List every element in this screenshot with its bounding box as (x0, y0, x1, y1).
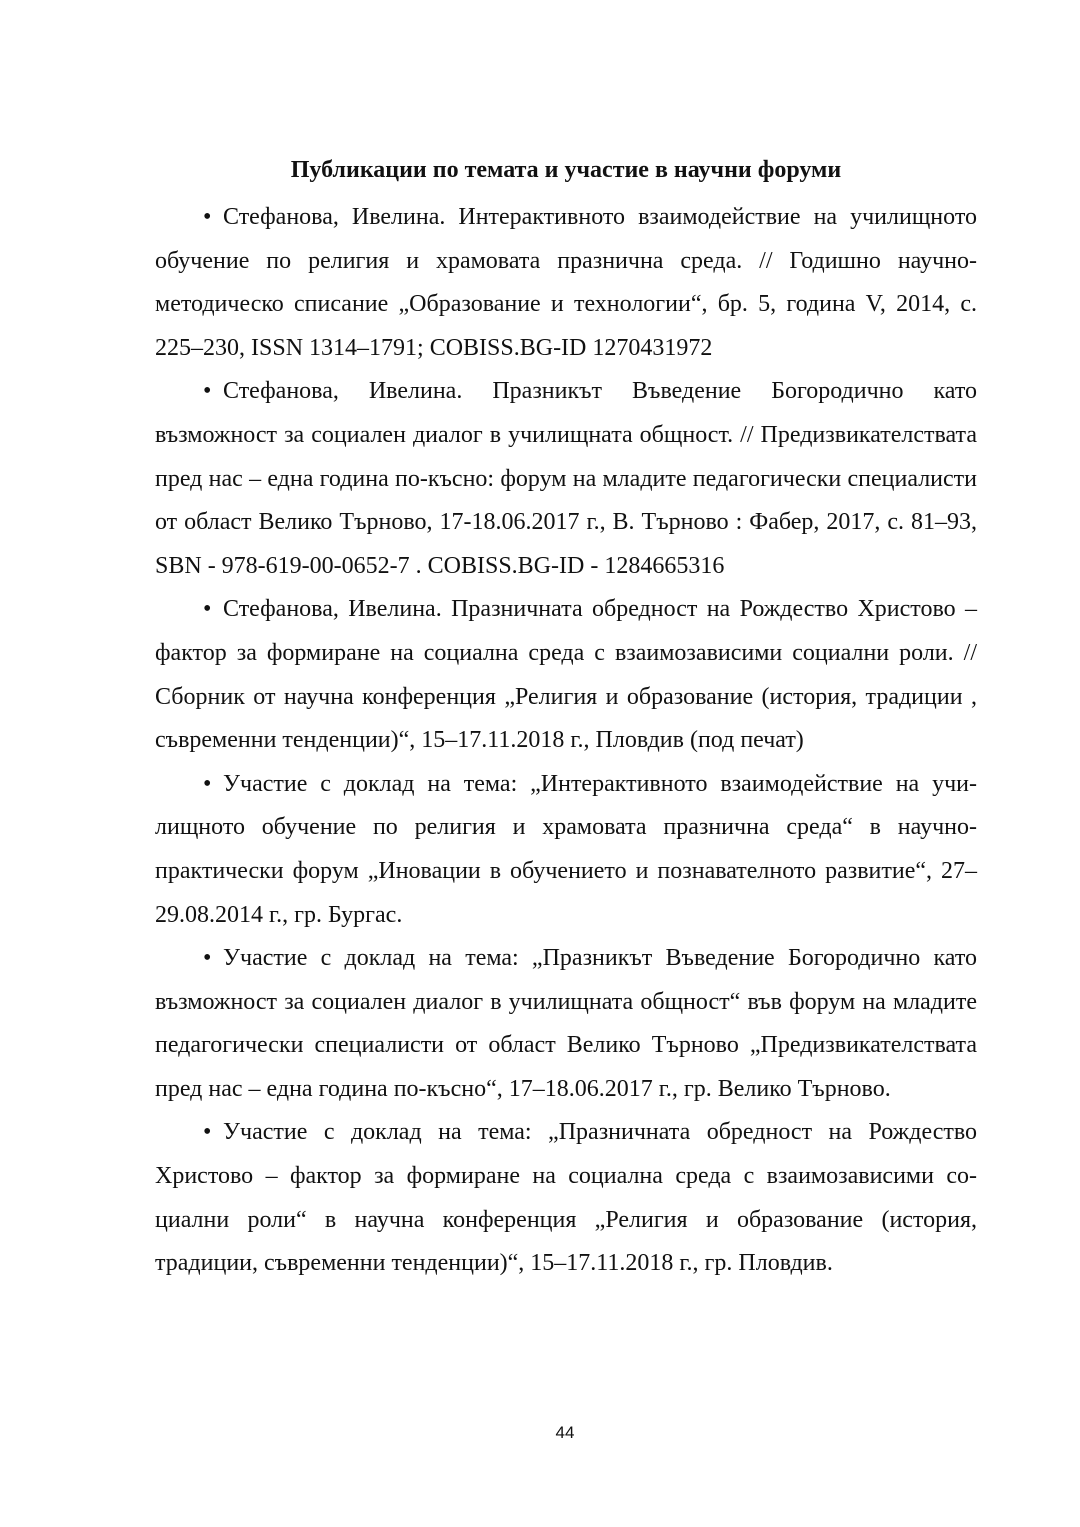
list-item-text: Стефанова, Ивелина. Празникът Въведение Богородично като възможност за социален диалог в училищната общност. // Предизвикателствата пред нас – една година по-късно: форум на младите педагогически специалисти от област Велико Търново, 17-18.06.2017 г., В. Търново : Фабер, 2017, с. 81–93, SBN - 978-619-00-0652-7 . COBISS.BG-ID - 1284665316 (155, 378, 977, 579)
list-item (155, 937, 977, 1111)
bullet-icon: • (203, 378, 212, 405)
page-title: Публикации по темата и участие в научни форуми (290, 157, 842, 183)
list-item-text: Участие с доклад на тема: „Интерактивното взаимодействие на училищното обучение по религия и храмовата празнична среда“ в научно-практически форум „Иновации в обучението и познавателното развитие“, 27–29.08.2014 г., гр. Бургас. (155, 770, 977, 928)
list-item-text: Стефанова, Ивелина. Празничната обредност на Рождество Христово – фактор за формиране на социална среда с взаимозависими социални роли. // Сборник от научна конференция „Религия и образование (история, традиции , съвременни тенденции)“, 15–17.11.2018 г., Пловдив (под печат) (155, 596, 977, 754)
bullet-icon: • (203, 770, 212, 797)
list-item-text: Участие с доклад на тема: „Празникът Въведение Богородично като възможност за социален диалог в училищната общност“ във форум на младите педагогически специалисти от област Велико Търново „Предизвикателствата пред нас – една година по-късно“, 17–18.06.2017 г., гр. Велико Търново. (155, 945, 977, 1102)
bullet-icon: • (203, 204, 212, 230)
list-item (155, 763, 977, 937)
list-item (155, 588, 977, 762)
bullet-icon: • (203, 596, 212, 623)
list-item (155, 196, 977, 370)
list-item (155, 370, 977, 588)
publication-list (155, 196, 977, 1286)
bullet-icon: • (203, 945, 212, 972)
list-item (155, 1111, 977, 1285)
list-item-text: Стефанова, Ивелина. Интерактивното взаимодействие на училищното обучение по религия и храмовата празнична среда. // Годишно научно-методическо списание „Образование и технологии“, бр. 5, година V, 2014, с. 225–230, ISSN 1314–1791; COBISS.BG-ID 1270431972 (155, 204, 977, 361)
page-number: 44 (555, 1423, 575, 1442)
list-item-text: Участие с доклад на тема: „Празничната обредност на Рождество Христово – фактор за формиране на социална среда с взаимозависими социални роли“ в научна конференция „Религия и образование (история, традиции, съвременни тенденции)“, 15–17.11.2018 г., гр. Пловдив. (155, 1119, 977, 1277)
bullet-icon: • (203, 1119, 212, 1146)
